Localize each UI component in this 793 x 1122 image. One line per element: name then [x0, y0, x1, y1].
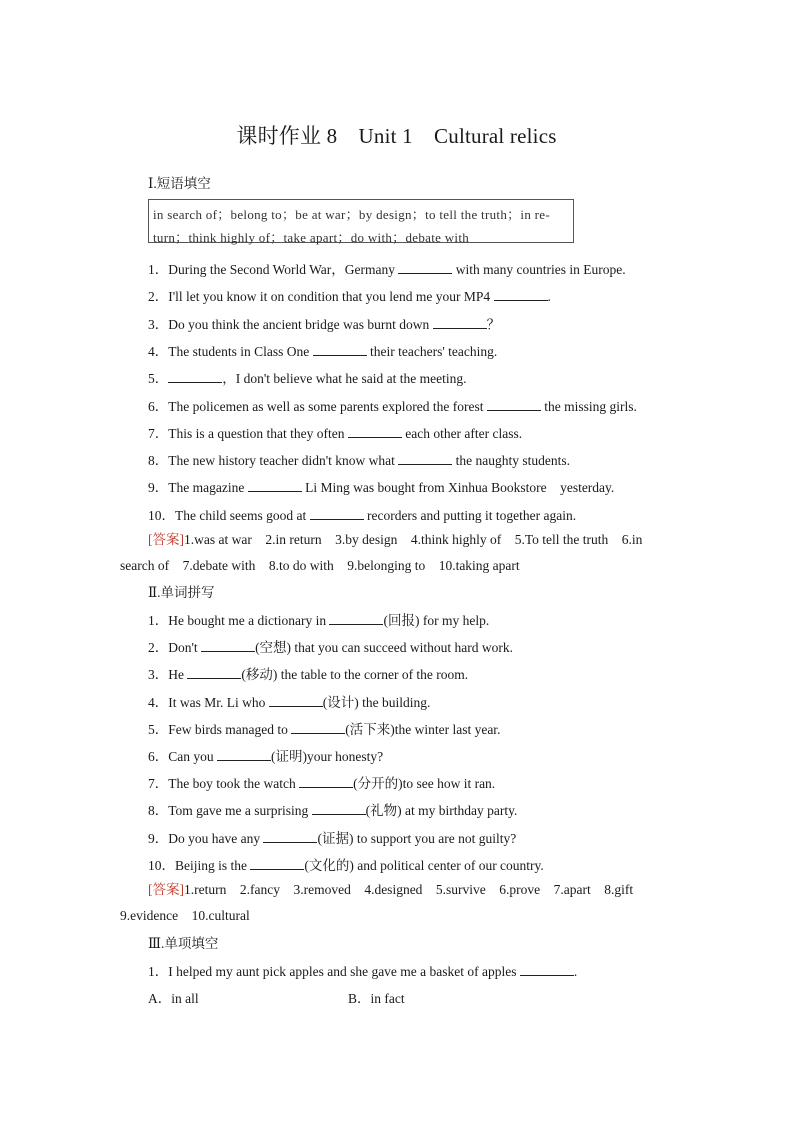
- answer-blank[interactable]: [187, 665, 241, 679]
- question-text-end: with many countries in Europe.: [452, 262, 626, 277]
- question-text: Tom gave me a surprising: [168, 803, 312, 819]
- question-text: Don't: [168, 640, 202, 656]
- question-text: During the Second World War，Germany: [168, 262, 399, 277]
- section-3-heading: Ⅲ.单项填空: [148, 936, 219, 951]
- section-1-answer: [120, 527, 680, 579]
- answer-tag: [答案]: [148, 882, 184, 897]
- answer-blank[interactable]: [299, 774, 353, 788]
- question-text-end: (设计) the building.: [322, 694, 431, 710]
- question-text-end: ，I don't believe what he said at the meeting.: [222, 371, 467, 387]
- option-letter: A．: [148, 991, 172, 1006]
- question-number: 4．: [148, 343, 169, 359]
- question-text: Can you: [168, 749, 217, 764]
- question-line: [148, 718, 500, 738]
- question-line: [148, 258, 626, 278]
- page-title: 课时作业 8 Unit 1 Cultural relics: [236, 124, 557, 148]
- question-text-end: (空想) that you can succeed without hard work.: [255, 640, 513, 656]
- question-text-end: (证据) to support you are not guilty?: [317, 830, 517, 846]
- answer-blank[interactable]: [248, 478, 302, 492]
- answer-blank[interactable]: [291, 720, 345, 734]
- section-1-heading: Ⅰ.短语填空: [148, 176, 211, 191]
- section-2-answer: [120, 877, 680, 929]
- phrase-box: [148, 199, 574, 243]
- option-row: [148, 987, 405, 1007]
- answer-blank[interactable]: [520, 962, 574, 976]
- answer-blank[interactable]: [329, 611, 383, 625]
- question-text: The magazine: [168, 480, 248, 496]
- question-text-end: (活下来)the winter last year.: [345, 721, 501, 737]
- question-number: 6．: [148, 749, 169, 764]
- question-number: 1．: [148, 964, 169, 979]
- question-line: [148, 476, 614, 496]
- answer-blank[interactable]: [263, 829, 317, 843]
- question-number: 1．: [148, 262, 169, 277]
- answer-blank[interactable]: [250, 856, 304, 870]
- answer-blank[interactable]: [168, 369, 222, 383]
- question-text-end: (分开的)to see how it ran.: [353, 776, 496, 792]
- question-text-end: the naughty students.: [452, 453, 570, 469]
- question-text: The boy took the watch: [168, 776, 300, 792]
- question-number: 9．: [148, 480, 169, 496]
- question-text: It was Mr. Li who: [168, 694, 269, 710]
- question-text: I helped my aunt pick apples and she gave me a basket of apples: [168, 964, 520, 979]
- question-text: This is a question that they often: [168, 425, 348, 441]
- question-number: 7．: [148, 425, 169, 441]
- answer-blank[interactable]: [269, 693, 323, 707]
- option-b[interactable]: [348, 987, 405, 1007]
- question-number: 7．: [148, 776, 169, 792]
- question-text: Few birds managed to: [168, 721, 292, 737]
- question-number: 10．: [148, 507, 175, 523]
- question-text-end: .: [547, 289, 551, 305]
- answer-text-2: 9.evidence 10.cultural: [120, 908, 250, 923]
- question-line: [148, 827, 516, 847]
- question-text: He bought me a dictionary in: [168, 613, 330, 628]
- question-line: [148, 609, 489, 629]
- question-number: 4．: [148, 694, 169, 710]
- question-line: [148, 854, 544, 874]
- answer-blank[interactable]: [494, 287, 548, 301]
- question-text-end: the missing girls.: [540, 398, 637, 414]
- phrase-box-line-1: in search of；belong to；be at war；by design；to tell the truth；in re-: [153, 207, 551, 222]
- question-number: 8．: [148, 803, 169, 819]
- question-text-end: ？: [486, 316, 501, 332]
- question-number: 6．: [148, 398, 169, 414]
- answer-blank[interactable]: [348, 424, 402, 438]
- answer-blank[interactable]: [487, 397, 541, 411]
- question-number: 3．: [148, 316, 169, 332]
- question-line: [148, 367, 466, 387]
- question-line: [148, 504, 576, 524]
- question-text-end: each other after class.: [401, 425, 523, 441]
- answer-blank[interactable]: [313, 342, 367, 356]
- question-number: 5．: [148, 721, 169, 737]
- option-letter: B．: [348, 991, 371, 1006]
- question-text-end: (移动) the table to the corner of the room.: [241, 667, 469, 683]
- question-text: The new history teacher didn't know what: [168, 453, 399, 469]
- question-line: [148, 960, 577, 980]
- option-text: in all: [171, 991, 199, 1006]
- question-text: Do you think the ancient bridge was burnt down: [168, 316, 433, 332]
- answer-text-2: search of 7.debate with 8.to do with 9.belonging to 10.taking apart: [120, 558, 520, 573]
- question-text: Do you have any: [168, 830, 264, 846]
- answer-blank[interactable]: [398, 451, 452, 465]
- question-line: [148, 691, 430, 711]
- question-line: [148, 395, 637, 415]
- question-number: 5．: [148, 371, 169, 387]
- question-number: 3．: [148, 667, 169, 683]
- answer-blank[interactable]: [201, 638, 255, 652]
- question-line: [148, 449, 570, 469]
- question-text-end: Li Ming was bought from Xinhua Bookstore yesterday.: [301, 480, 615, 496]
- question-line: [148, 636, 513, 656]
- question-number: 2．: [148, 640, 169, 656]
- question-text: He: [168, 667, 188, 683]
- question-line: [148, 313, 500, 333]
- answer-blank[interactable]: [433, 315, 487, 329]
- question-text: The students in Class One: [168, 343, 313, 359]
- answer-blank[interactable]: [310, 506, 364, 520]
- question-text: The policemen as well as some parents explored the forest: [168, 398, 487, 414]
- question-line: [148, 799, 517, 819]
- question-text-end: (文化的) and political center of our country.: [304, 857, 544, 873]
- answer-text-1: 1.return 2.fancy 3.removed 4.designed 5.survive 6.prove 7.apart 8.gift: [184, 882, 634, 897]
- phrase-box-line-2: turn；think highly of；take apart；do with；debate with: [153, 230, 470, 245]
- question-text: I'll let you know it on condition that you lend me your MP4: [168, 289, 494, 305]
- question-line: [148, 745, 383, 765]
- question-text: Beijing is the: [175, 857, 251, 873]
- question-text-end: (礼物) at my birthday party.: [365, 803, 518, 819]
- question-line: [148, 422, 522, 442]
- answer-tag: [答案]: [148, 532, 184, 547]
- question-text-end: their teachers' teaching.: [366, 343, 498, 359]
- question-number: 10．: [148, 857, 175, 873]
- answer-blank[interactable]: [312, 801, 366, 815]
- question-text-end: (回报) for my help.: [383, 613, 490, 628]
- question-line: [148, 663, 468, 683]
- question-text-end: .: [573, 964, 578, 979]
- question-number: 2．: [148, 289, 169, 305]
- answer-blank[interactable]: [398, 260, 452, 274]
- question-text-end: (证明)your honesty?: [271, 749, 384, 764]
- question-line: [148, 340, 497, 360]
- question-line: [148, 285, 551, 305]
- option-text: in fact: [370, 991, 405, 1006]
- section-2-heading: Ⅱ.单词拼写: [148, 585, 215, 600]
- question-number: 1．: [148, 613, 169, 628]
- question-number: 8．: [148, 453, 169, 469]
- question-text: The child seems good at: [175, 507, 310, 523]
- answer-blank[interactable]: [217, 747, 271, 761]
- answer-text-1: 1.was at war 2.in return 3.by design 4.think highly of 5.To tell the truth 6.in: [184, 532, 643, 547]
- question-text-end: recorders and putting it together again.: [363, 507, 577, 523]
- question-number: 9．: [148, 830, 169, 846]
- question-line: [148, 772, 495, 792]
- option-a[interactable]: [148, 987, 348, 1007]
